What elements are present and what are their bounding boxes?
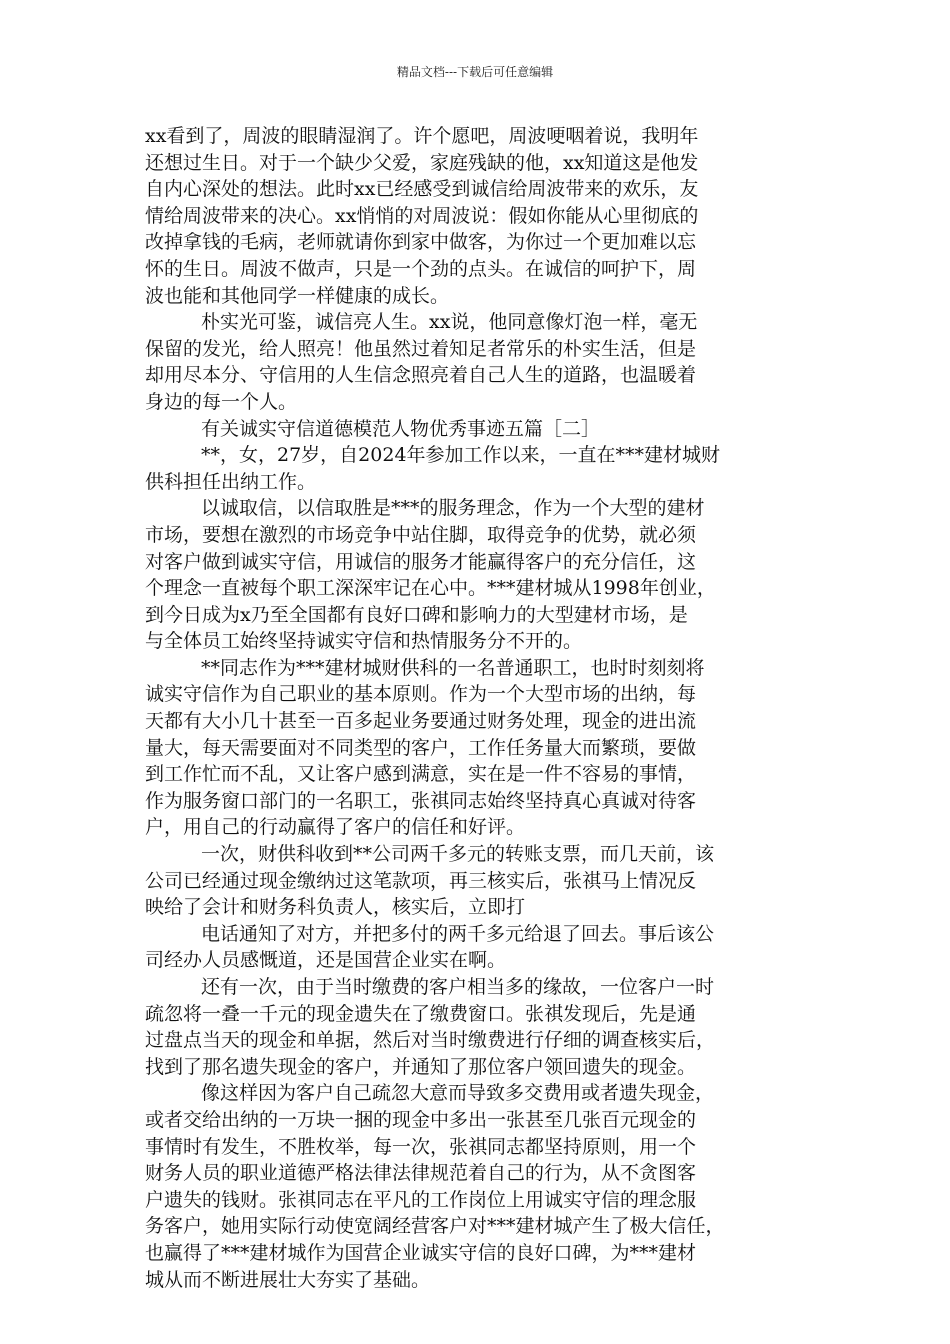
- text-line: 到今日成为x乃至全国都有良好口碑和影响力的大型建材市场，是: [145, 603, 688, 626]
- text-line: 个理念一直被每个职工深深牢记在心中。***建材城从1998年创业，: [145, 577, 716, 600]
- text-line: 户遗失的钱财。张祺同志在平凡的工作岗位上用诚实守信的理念服: [145, 1188, 697, 1211]
- text-line: 情给周波带来的决心。xx悄悄的对周波说：假如你能从心里彻底的: [145, 204, 699, 227]
- text-line: 一次，财供科收到**公司两千多元的转账支票，而几天前，该: [201, 843, 715, 866]
- text-line: 对客户做到诚实守信，用诚信的服务才能赢得客户的充分信任，这: [145, 550, 697, 573]
- text-line: 到工作忙而不乱，又让客户感到满意，实在是一件不容易的事情，: [145, 763, 697, 786]
- text-line: 却用尽本分、守信用的人生信念照亮着自己人生的道路，也温暖着: [145, 364, 697, 387]
- text-line: 还有一次，由于当时缴费的客户相当多的缘故，一位客户一时: [201, 976, 715, 998]
- text-line: 也赢得了***建材城作为国营企业诚实守信的良好口碑，为***建材: [145, 1241, 697, 1264]
- text-line: 诚实守信作为自己职业的基本原则。作为一个大型市场的出纳，每: [145, 683, 697, 706]
- text-line: 司经办人员感慨道，还是国营企业实在啊。: [145, 949, 507, 972]
- text-line: 波也能和其他同学一样健康的成长。: [145, 284, 450, 307]
- text-line: 供科担任出纳工作。: [145, 470, 317, 493]
- text-line: 自内心深处的想法。此时xx已经感受到诚信给周波带来的欢乐，友: [145, 178, 699, 201]
- text-line: 天都有大小几十甚至一百多起业务要通过财务处理，现金的进出流: [145, 710, 697, 733]
- text-line: 怀的生日。周波不做声，只是一个劲的点头。在诚信的呵护下，周: [145, 257, 697, 280]
- text-line: **同志作为***建材城财供科的一名普通职工，也时时刻刻将: [201, 656, 705, 679]
- text-line: 电话通知了对方，并把多付的两千多元给退了回去。事后该公: [201, 922, 715, 945]
- text-line: 像这样因为客户自己疏忽大意而导致多交费用或者遗失现金，: [201, 1082, 715, 1105]
- text-line: 或者交给出纳的一万块一捆的现金中多出一张甚至几张百元现金的: [145, 1108, 697, 1131]
- text-line: 以诚取信，以信取胜是***的服务理念，作为一个大型的建材: [201, 497, 705, 520]
- text-line: 过盘点当天的现金和单据，然后对当时缴费进行仔细的调查核实后，: [145, 1029, 716, 1052]
- text-line: 作为服务窗口部门的一名职工，张祺同志始终坚持真心真诚对待客: [145, 789, 697, 812]
- text-line: 公司已经通过现金缴纳过这笔款项，再三核实后，张祺马上情况反: [145, 869, 697, 892]
- text-line: 朴实光可鉴，诚信亮人生。xx说，他同意像灯泡一样，毫无: [201, 311, 698, 334]
- text-line: 户，用自己的行动赢得了客户的信任和好评。: [145, 816, 526, 839]
- text-line: 量大，每天需要面对不同类型的客户，工作任务量大而繁琐，要做: [145, 736, 697, 759]
- text-line: 事情时有发生，不胜枚举，每一次，张祺同志都坚持原则，用一个: [145, 1135, 697, 1158]
- text-line: 市场，要想在激烈的市场竞争中站住脚，取得竞争的优势，就必须: [145, 523, 697, 546]
- text-line: 找到了那名遗失现金的客户，并通知了那位客户领回遗失的现金。: [145, 1055, 697, 1078]
- page-header: 精品文档---下载后可任意编辑: [396, 65, 554, 79]
- text-line: 城从而不断进展壮大夯实了基础。: [145, 1268, 431, 1291]
- text-line: 身边的每一个人。: [145, 390, 298, 413]
- text-line: **，女，27岁，自2024年参加工作以来，一直在***建材城财: [201, 444, 721, 467]
- document-body: [145, 123, 815, 1293]
- text-line: 与全体员工始终坚持诚实守信和热情服务分不开的。: [145, 630, 583, 653]
- text-line: xx看到了，周波的眼睛湿润了。许个愿吧，周波哽咽着说，我明年: [145, 125, 699, 147]
- text-line: 疏忽将一叠一千元的现金遗失在了缴费窗口。张祺发现后，先是通: [145, 1002, 697, 1025]
- text-line: 有关诚实守信道德模范人物优秀事迹五篇［二］: [201, 417, 601, 440]
- text-line: 映给了会计和财务科负责人，核实后，立即打: [145, 896, 526, 919]
- text-line: 还想过生日。对于一个缺少父爱，家庭残缺的他，xx知道这是他发: [145, 151, 699, 174]
- text-line: 财务人员的职业道德严格法律法律规范着自己的行为，从不贪图客: [145, 1162, 697, 1185]
- text-line: 务客户，她用实际行动使宽阔经营客户对***建材城产生了极大信任，: [145, 1215, 725, 1238]
- text-line: 保留的发光，给人照亮！他虽然过着知足者常乐的朴实生活，但是: [145, 337, 697, 360]
- text-line: 改掉拿钱的毛病，老师就请你到家中做客，为你过一个更加难以忘: [145, 231, 697, 254]
